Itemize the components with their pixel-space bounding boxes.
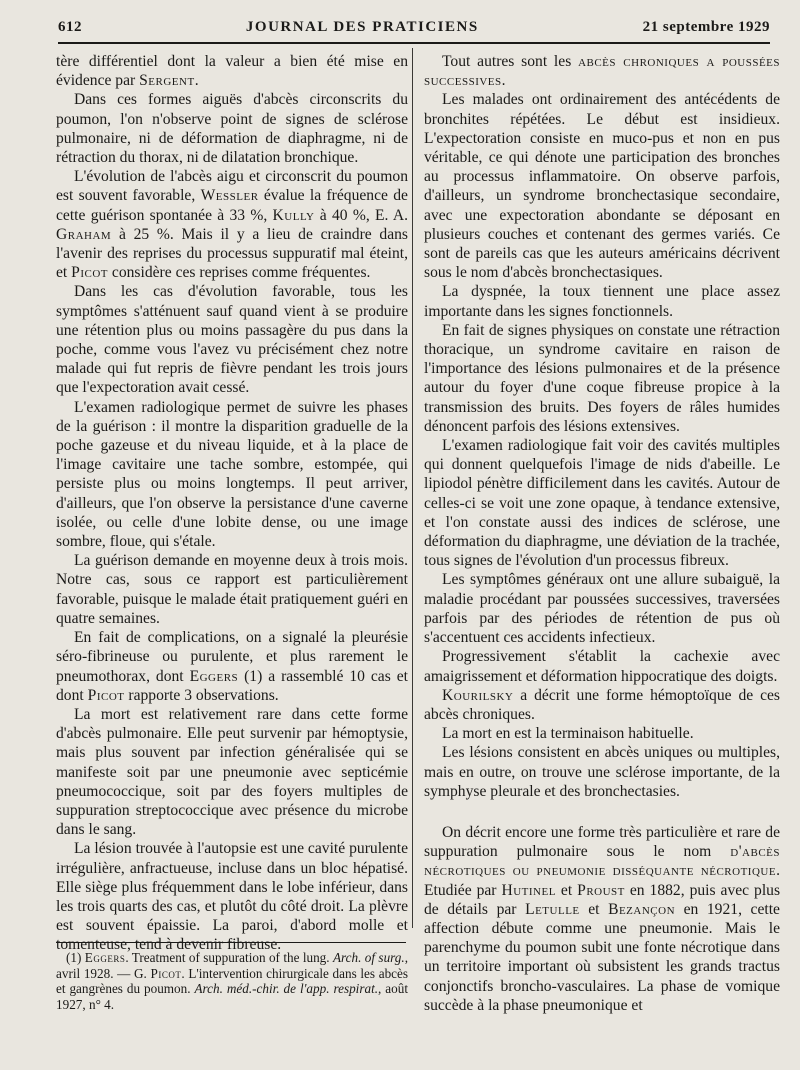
- paragraph: Les lésions consistent en abcès uniques ou multiples, mais en outre, on trouve une sclérose importante, de la symphyse pleurale et des bronchectasies.: [424, 744, 780, 800]
- paragraph: Kourilsky a décrit une forme hémoptoïque de ces abcès chroniques.: [424, 686, 780, 723]
- paragraph: La mort en est la terminaison habituelle.: [442, 725, 694, 743]
- paragraph: En fait de signes physiques on constate une rétraction thoracique, un syndrome cavitaire en raison de l'importance des lésions pulmonaires et de la présence autour du foyer d'une coque fibreuse propice à la transmission des bruits. Des foyers de râles humides dénoncent parfois des lésions extensives.: [424, 321, 780, 435]
- issue-date: 21 septembre 1929: [642, 18, 770, 35]
- page-header: [58, 14, 770, 40]
- page-number: 612: [58, 18, 82, 35]
- paragraph: On décrit encore une forme très particulière et rare de suppuration pulmonaire sous le nom d'abcès nécrotiques ou pneumonie disséquante nécrotique. Etudiée par Hutinel et Proust en 1882, puis avec plus de détails par Letulle et Bezançon en 1921, cette affection débute comme une pneumonie. Mais le parenchyme du poumon subit une fonte nécrotique dans un territoire important où subsistent les grands tractus conjonctifs broncho-vasculaires. La phase de vomique succède à la phase pneumonique et: [424, 823, 781, 1014]
- paragraph: L'examen radiologique fait voir des cavités multiples qui donnent quelquefois l'image de nids d'abeille. Le lipiodol pénètre difficilement dans les cavités. Autour de celles-ci se voit une zone opaque, à tendance extensive, et l'on constate aussi des indices de sclérose, une déformation du diaphragme, une déviation de la trachée, tous signes de l'évolution d'un processus fibreux.: [424, 437, 780, 570]
- paragraph: tère différentiel dont la valeur a bien été mise en évidence par Sergent.: [56, 53, 408, 90]
- footnote-rule: [56, 942, 406, 943]
- paragraph: Les symptômes généraux ont une allure subaiguë, la maladie procédant par poussées successives, traversées parfois par des périodes de rétention de pus où s'accentuent ces accidents infectieux.: [424, 571, 780, 647]
- right-column: [424, 52, 780, 1015]
- left-column: [56, 52, 408, 955]
- footnote: [56, 950, 408, 1012]
- paragraph: Progressivement s'établit la cachexie avec amaigrissement et déformation hippocratique des doigts.: [424, 648, 780, 685]
- paragraph: L'examen radiologique permet de suivre les phases de la guérison : il montre la disparition graduelle de la poche gazeuse et du niveau liquide, et à la place de l'image cavitaire une tache sombre, estompée, qui persiste plus ou moins longtemps. Il peut arriver, d'ailleurs, que l'on observe la persistance d'une caverne isolée, ou celle d'une lobite dense, ou une image sombre, floue, qui s'étale.: [56, 398, 408, 551]
- paragraph: La guérison demande en moyenne deux à trois mois. Notre cas, sous ce rapport est particulièrement favorable, puisque le malade était pratiquement guéri en quatre semaines.: [56, 552, 408, 627]
- paragraph: La dyspnée, la toux tiennent une place assez importante dans les signes fonctionnels.: [424, 283, 780, 320]
- paragraph: La lésion trouvée à l'autopsie est une cavité purulente irrégulière, anfractueuse, incluse dans un bloc hépatisé. Elle siège plus fréquemment dans le lobe inférieur, dans les trois quarts des cas, et plutôt du côté droit. La plèvre est souvent épaissie. La paroi, d'abord molle et tomenteuse, tend à devenir fibreuse.: [56, 840, 408, 954]
- paragraph: Tout autres sont les abcès chroniques a poussées successives.: [424, 53, 780, 90]
- column-divider: [412, 48, 413, 928]
- paragraph: Dans ces formes aiguës d'abcès circonscrits du poumon, l'on n'observe point de signes de sclérose pulmonaire, ni de déformation de diaphragme, ni de rétraction du thorax, ni de dilatation bronchique.: [56, 91, 408, 167]
- paragraph: Dans les cas d'évolution favorable, tous les symptômes s'atténuent sauf quand vient à se produire une rétention plus ou moins passagère du pus dans la poche, comme vous l'avez vu précisément chez notre malade qui fut repris de fièvre pendant les trois jours que l'expectoration avait cessé.: [56, 283, 408, 397]
- paragraph: L'évolution de l'abcès aigu et circonscrit du poumon est souvent favorable, Wessler évalue la fréquence de cette guérison spontanée à 33 %, Kully à 40 %, E. A. Graham à 25 %. Mais il y a lieu de craindre dans l'avenir des reprises du processus suppuratif mal éteint, et Picot considère ces reprises comme fréquentes.: [56, 168, 408, 282]
- footnote-text: (1) Eggers. Treatment of suppuration of the lung. Arch. of surg., avril 1928. — G. Picot. L'intervention chirurgicale dans les abcès et gangrènes du poumon. Arch. méd.-chir. de l'app. respirat., août 1927, n° 4.: [56, 950, 408, 1012]
- journal-title: JOURNAL DES PRATICIENS: [245, 18, 479, 35]
- header-rule: [58, 42, 770, 44]
- paragraph: En fait de complications, on a signalé la pleurésie séro-fibrineuse ou purulente, et plus rarement le pneumothorax, dont Eggers (1) a rassemblé 10 cas et dont Picot rapporte 3 observations.: [56, 629, 408, 704]
- paragraph: La mort est relativement rare dans cette forme d'abcès pulmonaire. Elle peut survenir par hémoptysie, mais plus souvent par infection généralisée qui se manifeste soit par une pneumonie avec septicémie pneumococcique, soit par des foyers multiples de suppuration streptococcique avec présence du microbe dans le sang.: [56, 705, 408, 839]
- paragraph: Les malades ont ordinairement des antécédents de bronchites répétées. Le début est insidieux. L'expectoration consiste en muco-pus et non en pus véritable, ce qui dénote une participation des bronches au processus inflammatoire. On observe parfois, d'ailleurs, un syndrome bronchectasique secondaire, avec une expectoration abondante se déposant en plusieurs couches et contenant des germes variés. Ce sont de pareils cas que les auteurs américains décrivent sous le nom d'abcès bronchectasiques.: [424, 91, 780, 282]
